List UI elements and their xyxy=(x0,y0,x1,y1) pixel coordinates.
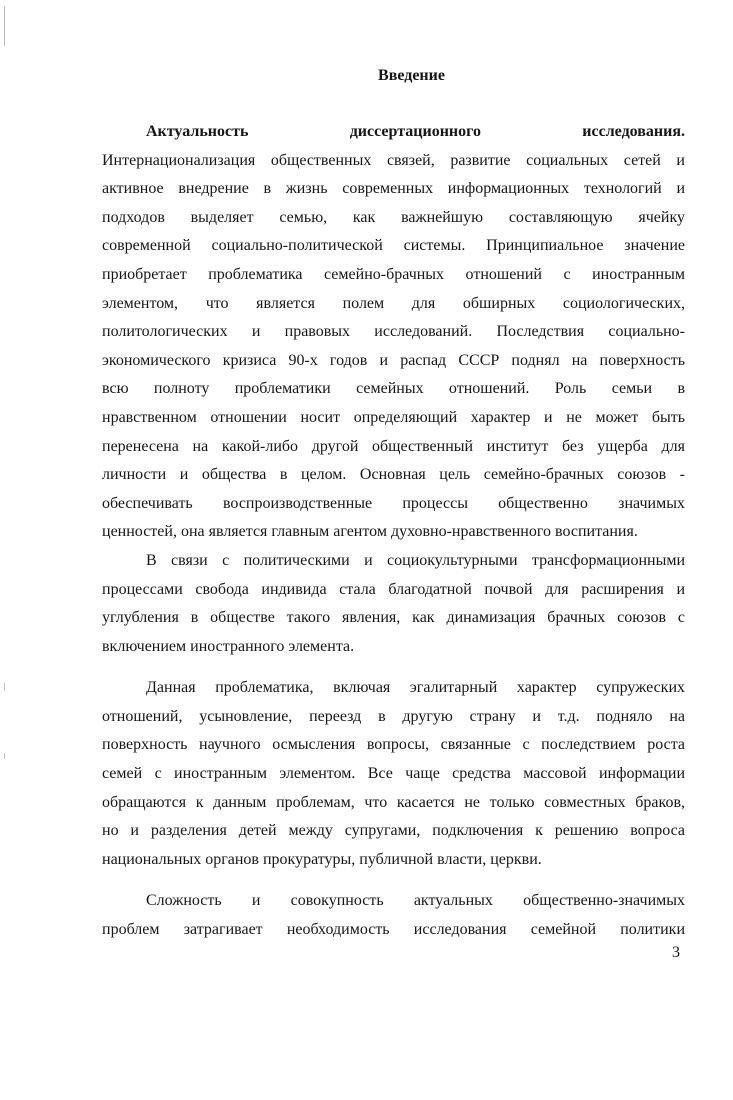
paragraph-4 xyxy=(102,887,685,944)
text-line: активное внедрение в жизнь современных информационных технологий и xyxy=(102,180,685,198)
text-line: углубления в обществе такого явления, как динамизация брачных союзов с xyxy=(102,609,685,627)
text-line: национальных органов прокуратуры, публичной власти, церкви. xyxy=(102,850,542,868)
text-line: проблем затрагивает необходимость исследования семейной политики xyxy=(102,921,685,939)
text-line: приобретает проблематика семейно-брачных отношений с иностранным xyxy=(102,265,685,283)
text-line: включением иностранного элемента. xyxy=(102,637,355,655)
page-title: Введение xyxy=(378,67,445,84)
text-line: обращаются к данным проблемам, что касается не только совместных браков, xyxy=(102,793,685,811)
text-line: обеспечивать воспроизводственные процессы общественно значимых xyxy=(102,494,685,512)
scan-mark xyxy=(4,683,5,691)
paragraph-1 xyxy=(102,118,685,547)
text-line: элементом, что является полем для обширных социологических, xyxy=(102,294,685,312)
paragraph-2 xyxy=(102,547,685,661)
text-line: перенесена на какой-либо другой общественный институт без ущерба для xyxy=(102,437,685,455)
text-line: личности и общества в целом. Основная цель семейно-брачных союзов - xyxy=(102,466,685,484)
text-line: семей с иностранным элементом. Все чаще средства массовой информации xyxy=(102,765,685,783)
text-line: но и разделения детей между супругами, подключения к решению вопроса xyxy=(102,822,685,840)
body-text xyxy=(102,118,685,945)
text-line: современной социально-политической системы. Принципиальное значение xyxy=(102,237,685,255)
text-line: Интернационализация общественных связей, развитие социальных сетей и xyxy=(102,151,685,169)
text-line: процессами свобода индивида стала благодатной почвой для расширения и xyxy=(102,580,685,598)
text-line: подходов выделяет семью, как важнейшую составляющую ячейку xyxy=(102,208,685,226)
text-line: Актуальность диссертационного исследования. xyxy=(146,123,685,140)
scan-mark xyxy=(4,753,5,759)
text-line: Сложность и совокупность актуальных общественно-значимых xyxy=(146,892,685,910)
text-line: нравственном отношении носит определяющий характер и не может быть xyxy=(102,408,685,426)
text-line: поверхность научного осмысления вопросы, связанные с последствием роста xyxy=(102,736,685,754)
text-line: политологических и правовых исследований. Последствия социально- xyxy=(102,323,685,341)
text-line: В связи с политическими и социокультурными трансформационными xyxy=(146,551,685,569)
text-line: Данная проблематика, включая эгалитарный характер супружеских xyxy=(146,679,685,697)
scan-mark xyxy=(4,6,5,46)
text-line: ценностей, она является главным агентом духовно-нравственного воспитания. xyxy=(102,523,638,541)
text-line: отношений, усыновление, переезд в другую страну и т.д. подняло на xyxy=(102,707,685,725)
text-line: экономического кризиса 90-х годов и распад СССР поднял на поверхность xyxy=(102,351,685,369)
text-line: всю полноту проблематики семейных отношений. Роль семьи в xyxy=(102,380,685,398)
page-number: 3 xyxy=(672,944,680,961)
paragraph-3 xyxy=(102,674,685,874)
